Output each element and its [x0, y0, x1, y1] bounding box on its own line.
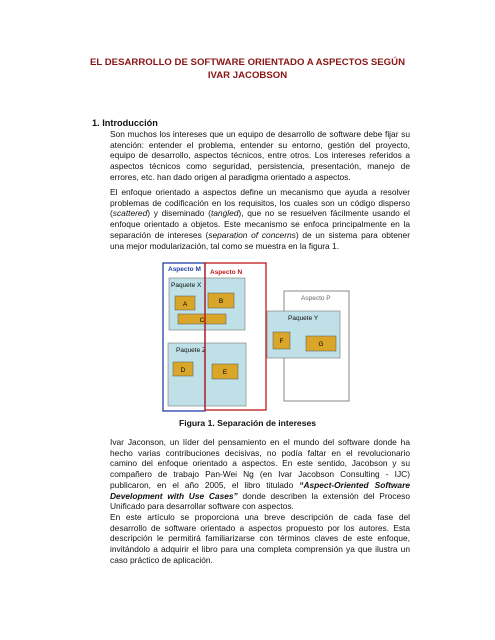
class-e-label: E	[222, 369, 228, 376]
paragraph-3-text-b: donde describen la extensión del Proceso Unificado para desarrollar software con aspectos.	[110, 490, 410, 512]
term-separation-of-concerns: separation of concerns	[208, 229, 296, 240]
title-line-2: IVAR JACOBSON	[207, 70, 288, 81]
aspect-p-label: Aspecto P	[301, 295, 331, 302]
section-heading: 1. Introducción	[92, 118, 158, 128]
class-a-label: A	[182, 301, 188, 308]
figure-caption: Figura 1. Separación de intereses	[178, 418, 317, 428]
package-y-label: Paquete Y	[288, 315, 319, 322]
class-d-label: D	[180, 367, 186, 374]
paragraph-3	[110, 437, 410, 512]
paragraph-2-text-d: ) de un sistema para obtener una mejor modularización, tal como se muestra en la figura 1.	[110, 229, 410, 251]
paragraph-2-text-a: El enfoque orientado a aspectos define un mecanismo que ayuda a resolver problemas de codificación en los requisitos, los cuales son un código disperso (	[110, 187, 410, 219]
aspect-m-label: Aspecto M	[168, 266, 201, 273]
package-z-label: Paquete Z	[176, 347, 206, 354]
class-g-label: G	[318, 341, 324, 348]
term-tangled: tangled	[210, 208, 239, 219]
paragraph-2-text-b: ) y diseminado (	[147, 208, 211, 219]
paragraph-1: Son muchos los intereses que un equipo de desarrollo de software debe fijar su atención: entender el problema, entender su entorno, gestión del proyecto, equipo de desarrollo, aspectos técnicos, entre otros. Los intereses referidos a aspectos técnicos como seguridad, persistencia, presentación, manejo de errores, etc. han dado origen al paradigma orientado a aspectos.	[110, 129, 410, 182]
book-title: “Aspect-Oriented Software Development with Use Cases”	[110, 479, 410, 501]
class-c-label: C	[199, 317, 205, 324]
paragraph-3-text-a: Ivar Jaconson, un líder del pensamiento en el mundo del software donde ha hecho varias contribuciones decisivas, no podía faltar en el revolucionario camino del enfoque orientado a aspectos. En este sentido, Jacobson y su compañero de trabajo Pan-Wei Ng (en Ivar Jacobson Consulting - IJC) publicaron, en el año 2005, el libro titulado	[110, 437, 410, 490]
title-line-1: EL DESARROLLO DE SOFTWARE ORIENTADO A ASPECTOS SEGÚN	[89, 57, 406, 68]
paragraph-2-text-c: ), que no se resuelven fácilmente usando el enfoque orientado a objetos. Este mecanismo se enfoca principalmente en la separación de intereses (	[110, 208, 410, 240]
paragraph-4: En este artículo se proporciona una breve descripción de cada fase del desarrollo de software orientado a aspectos propuesto por los autores. Esta descripción le permitirá familiarizarse con términos claves de este enfoque, invitándolo a adquirir el libro para una completa comprensión ya que ilustra un caso práctico de aplicación.	[110, 512, 410, 565]
class-b-label: B	[218, 298, 224, 305]
aspect-n-label: Aspecto N	[210, 269, 243, 276]
class-f-label: F	[279, 338, 284, 345]
term-scattered: scattered	[112, 208, 148, 219]
package-x-label: Paquete X	[171, 282, 202, 289]
